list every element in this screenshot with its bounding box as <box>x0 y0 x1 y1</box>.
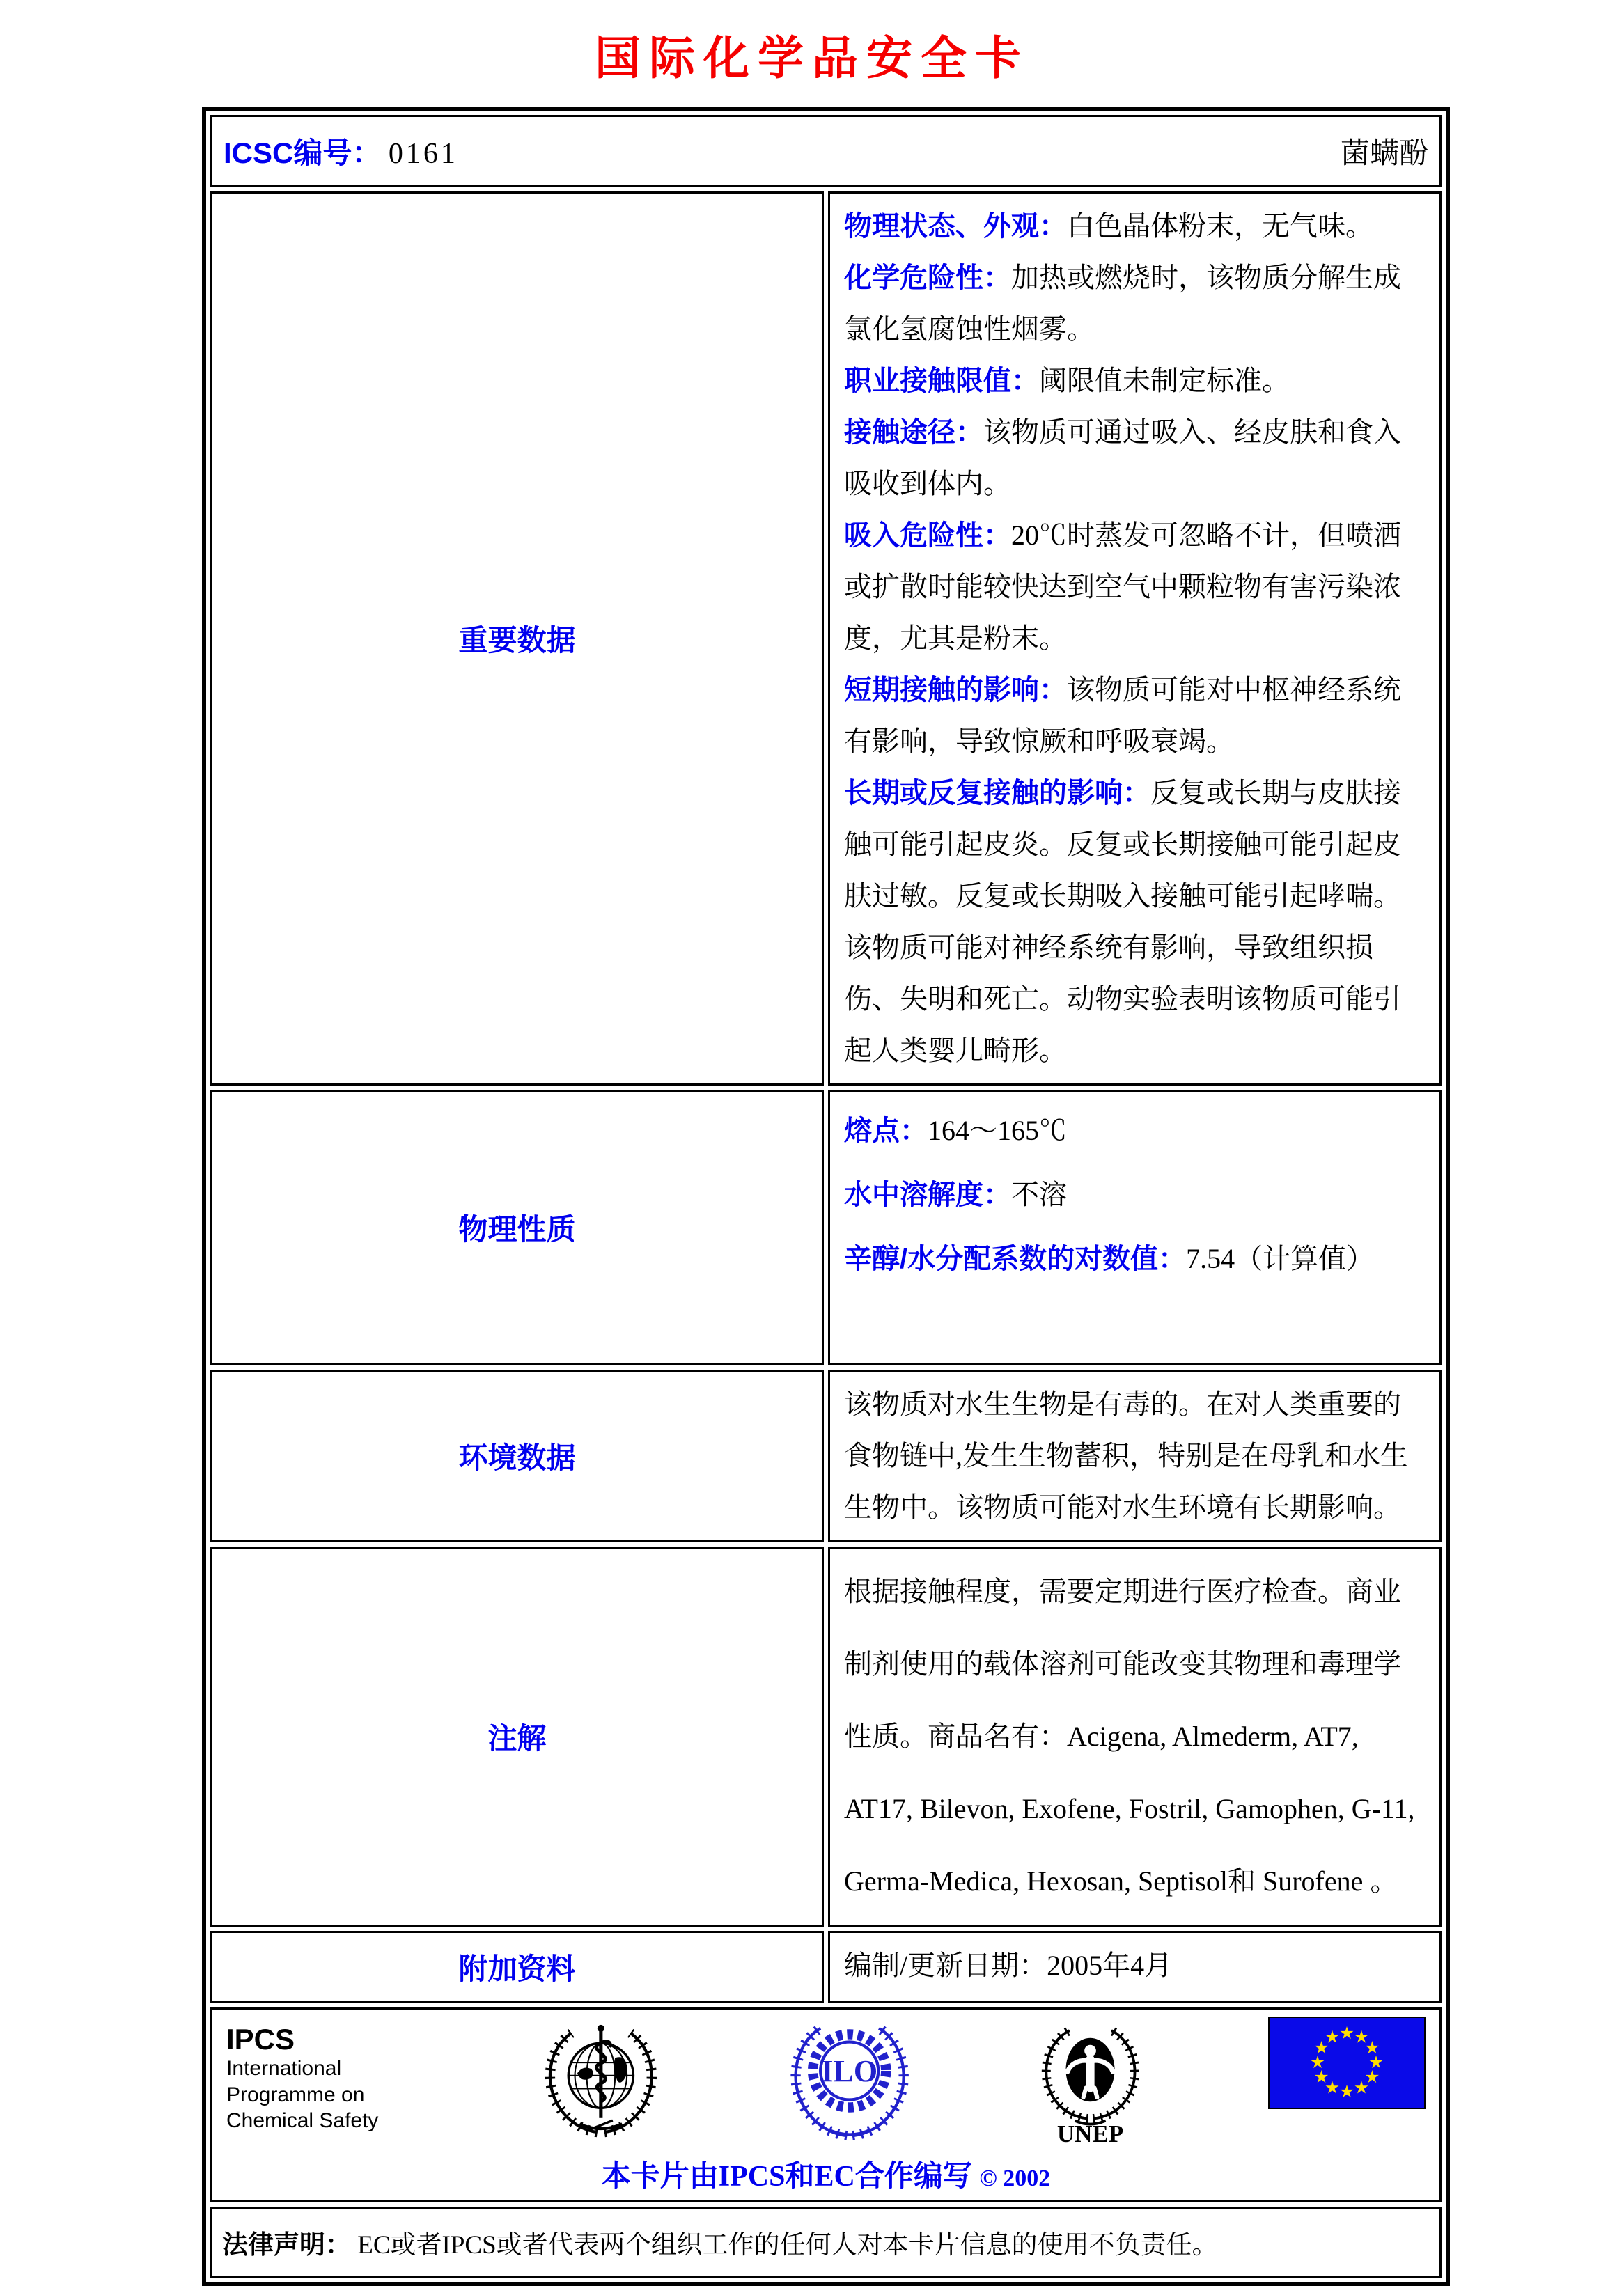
legal-row <box>210 2207 1442 2278</box>
legal-label: 法律声明： <box>222 2230 351 2259</box>
copyright-text: © 2002 <box>979 2166 1051 2191</box>
environment-content <box>828 1370 1442 1542</box>
field-label: 短期接触的影响： <box>844 675 1067 705</box>
field-label: 辛醇/水分配系数的对数值： <box>844 1244 1187 1274</box>
icsc-number-value: 0161 <box>388 138 458 170</box>
field-row <box>844 1163 1426 1227</box>
field-label: 职业接触限值： <box>844 366 1039 396</box>
physical-content <box>828 1090 1442 1365</box>
field-value: 该物质可通过吸入、经皮肤和食入吸收到体内。 <box>844 416 1401 499</box>
page-title: 国际化学品安全卡 <box>595 32 1029 84</box>
field-label: 化学危险性： <box>844 263 1011 293</box>
field-row <box>844 201 1426 252</box>
unep-emblem-icon <box>1033 2017 1145 2149</box>
header-row <box>210 115 1442 187</box>
field-label: 物理状态、外观： <box>844 211 1067 242</box>
logos-row-tr <box>210 2007 1442 2202</box>
section-physical-properties <box>210 1090 1442 1365</box>
ipcs-line: Programme on <box>226 2083 365 2106</box>
credit-text: 本卡片由IPCS和EC合作编写 <box>601 2161 972 2193</box>
field-row <box>844 767 1426 1077</box>
field-value: 反复或长期与皮肤接触可能引起皮炎。反复或长期接触可能引起皮肤过敏。反复或长期吸入接触可能引起哮喘。该物质可能对神经系统有影响，导致组织损伤、失明和死亡。动物实验表明该物质可能引起人类婴儿畸形。 <box>844 777 1401 1066</box>
field-row <box>844 252 1426 355</box>
field-row <box>844 664 1426 767</box>
field-value: 164～165℃ <box>928 1115 1067 1146</box>
section-environment-data <box>210 1370 1442 1542</box>
legal-cell <box>210 2207 1442 2278</box>
ipcs-line: International <box>226 2057 342 2081</box>
field-value: 白色晶体粉末，无气味。 <box>1067 210 1373 242</box>
credit-line <box>222 2153 1430 2195</box>
section-label-notes: 注解 <box>210 1547 824 1927</box>
field-row <box>844 1099 1426 1163</box>
field-row <box>844 510 1426 664</box>
additional-text: 编制/更新日期：2005年4月 <box>844 1950 1173 1981</box>
who-emblem-icon <box>538 2017 663 2144</box>
icsc-number-label: ICSC编号： <box>224 136 382 169</box>
field-value: 该物质可能对中枢神经系统有影响，导致惊厥和呼吸衰竭。 <box>844 674 1401 757</box>
ipcs-line: Chemical Safety <box>226 2109 379 2133</box>
section-additional-info <box>210 1931 1442 2003</box>
notes-content <box>828 1547 1442 1927</box>
section-label-physical: 物理性质 <box>210 1090 824 1365</box>
field-value: 7.54（计算值） <box>1186 1243 1375 1274</box>
field-label: 熔点： <box>844 1115 928 1146</box>
ipcs-block <box>226 2017 414 2134</box>
field-value: 加热或燃烧时，该物质分解生成氯化氢腐蚀性烟雾。 <box>844 262 1401 345</box>
unep-letters: UNEP <box>1056 2120 1124 2145</box>
field-value: 阈限值未制定标准。 <box>1039 365 1290 396</box>
legal-text: EC或者IPCS或者代表两个组织工作的任何人对本卡片信息的使用不负责任。 <box>357 2231 1218 2260</box>
additional-content <box>828 1931 1442 2003</box>
section-notes <box>210 1547 1442 1927</box>
important-data-content <box>828 191 1442 1086</box>
section-label-environment: 环境数据 <box>210 1370 824 1542</box>
section-label-additional: 附加资料 <box>210 1931 824 2003</box>
field-label: 接触途径： <box>844 417 983 448</box>
field-label: 水中溶解度： <box>844 1180 1011 1210</box>
eu-flag-icon <box>1268 2017 1426 2113</box>
field-row <box>844 407 1426 510</box>
ipcs-title: IPCS <box>226 2023 295 2056</box>
ilo-letters: ILO <box>821 2054 878 2089</box>
ilo-emblem-icon <box>786 2017 910 2144</box>
logos-cell <box>210 2007 1442 2202</box>
section-important-data <box>210 191 1442 1086</box>
chemical-name: 菌螨酚 <box>1340 138 1428 170</box>
environment-text: 该物质对水生生物是有毒的。在对人类重要的食物链中,发生生物蓄积，特别是在母乳和水生生物中。该物质可能对水生环境有长期影响。 <box>844 1388 1408 1523</box>
field-value: 不溶 <box>1011 1179 1067 1210</box>
icsc-header-cell <box>210 115 1442 187</box>
field-row <box>844 355 1426 407</box>
icsc-card-table <box>202 107 1450 2286</box>
logos-row <box>222 2015 1430 2150</box>
notes-text: 根据接触程度，需要定期进行医疗检查。商业制剂使用的载体溶剂可能改变其物理和毒理学性质。商品名有：Acigena, Almederm, AT7, AT17, Bilevon, Exofene, Fostril, Gamophen, G-11, Germa-Medica, Hexosan, Septisol和 Surofene 。 <box>844 1576 1415 1897</box>
field-row <box>844 1227 1426 1291</box>
field-label: 吸入危险性： <box>844 520 1011 551</box>
section-label-important-data: 重要数据 <box>210 191 824 1086</box>
field-label: 长期或反复接触的影响： <box>844 778 1150 808</box>
icsc-number-group <box>224 130 458 172</box>
field-value: 20℃时蒸发可忽略不计，但喷洒或扩散时能较快达到空气中颗粒物有害污染浓度，尤其是粉末。 <box>844 519 1401 654</box>
